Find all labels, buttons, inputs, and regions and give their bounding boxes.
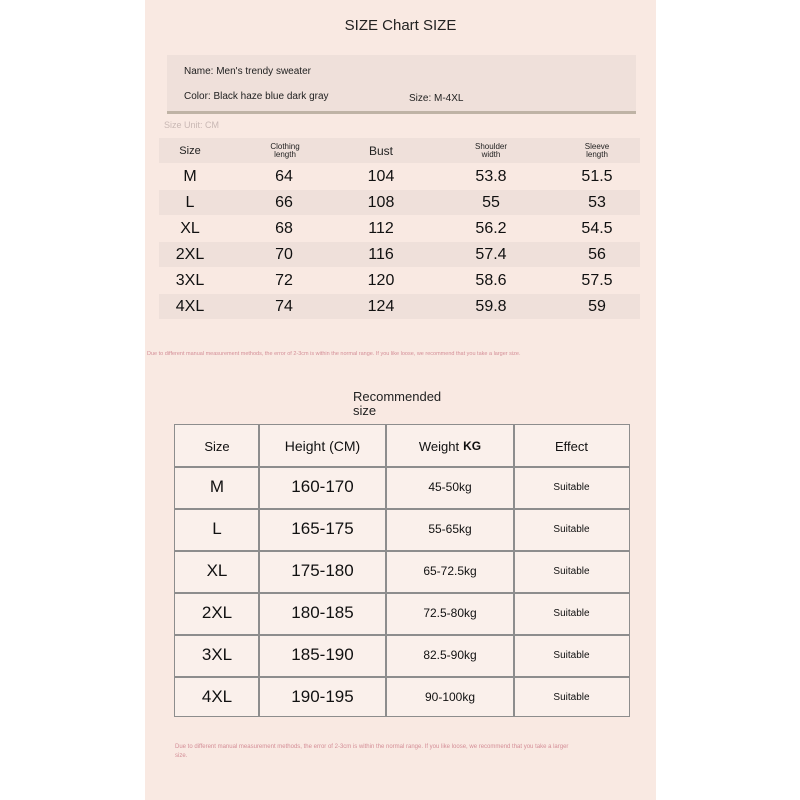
size-table-cell: 53.8 bbox=[475, 167, 507, 185]
rec-header-size: Size bbox=[204, 438, 230, 454]
size-table-cell: 2XL bbox=[175, 245, 205, 263]
header-clothing-length: Clothing length bbox=[270, 141, 300, 159]
size-table-cell: 70 bbox=[275, 245, 293, 263]
size-table-cell: 116 bbox=[368, 245, 394, 263]
header-sleeve-length: Sleeve length bbox=[584, 141, 610, 159]
recommend-table-row bbox=[175, 467, 629, 507]
size-table-cell: 51.5 bbox=[581, 167, 613, 185]
recommend-table-cell: Suitable bbox=[553, 481, 590, 493]
info-divider bbox=[167, 111, 636, 114]
rec-header-effect: Effect bbox=[554, 438, 588, 454]
table-grid-line bbox=[175, 592, 629, 594]
size-table-cell: 59 bbox=[588, 297, 606, 315]
recommend-table-cell: 185-190 bbox=[291, 645, 354, 664]
recommend-table-cell: 72.5-80kg bbox=[423, 606, 477, 620]
size-table-cell: 53 bbox=[588, 193, 606, 211]
table-grid-line bbox=[385, 425, 387, 716]
page-title: SIZE Chart SIZE bbox=[344, 17, 457, 34]
recommend-table-row bbox=[175, 551, 629, 591]
recommend-table-cell: Suitable bbox=[553, 691, 590, 703]
size-table-cell: 4XL bbox=[175, 297, 205, 315]
rec-header-height: Height (CM) bbox=[284, 438, 361, 454]
size-table-cell: 64 bbox=[275, 167, 293, 185]
size-table-cell: 108 bbox=[367, 193, 395, 211]
measurement-note-bottom: Due to different manual measurement methods, the error of 2-3cm is within the normal range. If you like loose, we recommend that you take a larger size. bbox=[175, 744, 569, 759]
recommend-table-cell: 45-50kg bbox=[428, 480, 472, 494]
recommend-table-row bbox=[175, 593, 629, 633]
size-unit: Size Unit: CM bbox=[164, 120, 220, 130]
size-table-cell: 57.5 bbox=[581, 271, 613, 289]
product-name: Name: Men's trendy sweater bbox=[184, 66, 311, 77]
header-shoulder-width: Shoulder width bbox=[474, 141, 508, 159]
recommend-table-cell: Suitable bbox=[553, 649, 590, 661]
recommend-table-cell: 175-180 bbox=[291, 561, 354, 580]
size-table-cell: 120 bbox=[367, 271, 395, 289]
size-table-row bbox=[159, 294, 640, 319]
size-table-cell: 74 bbox=[275, 297, 293, 315]
recommend-table-cell: 55-65kg bbox=[428, 522, 472, 536]
size-table-cell: 3XL bbox=[175, 271, 205, 289]
size-table-cell: 124 bbox=[367, 297, 395, 315]
size-table-cell: 112 bbox=[368, 219, 394, 237]
recommend-table-cell: 65-72.5kg bbox=[423, 564, 477, 578]
rec-header-weight bbox=[386, 425, 514, 467]
recommend-table-row bbox=[175, 677, 629, 717]
size-table-row bbox=[159, 216, 640, 241]
table-grid-line bbox=[175, 676, 629, 678]
recommend-table-cell: 165-175 bbox=[291, 519, 354, 538]
size-table-cell: 66 bbox=[275, 193, 293, 211]
table-grid-line bbox=[175, 466, 629, 468]
recommended-size-table bbox=[174, 424, 630, 717]
table-grid-line bbox=[258, 425, 260, 716]
size-table-cell: 59.8 bbox=[475, 297, 507, 315]
product-info-box bbox=[167, 55, 636, 111]
size-table-row bbox=[159, 190, 640, 215]
size-table-cell: L bbox=[185, 193, 195, 211]
size-table-cell: 58.6 bbox=[475, 271, 507, 289]
recommend-table-header bbox=[175, 425, 629, 467]
recommend-table-cell: 2XL bbox=[201, 603, 233, 622]
table-grid-line bbox=[175, 634, 629, 636]
recommended-size-title: Recommended size bbox=[353, 389, 442, 418]
size-table-row bbox=[159, 164, 640, 189]
size-chart-page bbox=[145, 0, 656, 800]
recommend-table-cell: Suitable bbox=[553, 607, 590, 619]
size-table-cell: XL bbox=[180, 219, 200, 237]
recommend-table-cell: 180-185 bbox=[291, 603, 354, 622]
size-table-cell: 55 bbox=[482, 193, 500, 211]
size-table-cell: 56.2 bbox=[475, 219, 507, 237]
recommend-table-cell: 3XL bbox=[201, 645, 233, 664]
table-grid-line bbox=[513, 425, 515, 716]
table-grid-line bbox=[175, 508, 629, 510]
recommend-table-cell: M bbox=[209, 477, 225, 496]
header-bust: Bust bbox=[368, 143, 393, 158]
size-table-cell: 54.5 bbox=[581, 219, 613, 237]
size-table-row bbox=[159, 242, 640, 267]
recommend-table-cell: Suitable bbox=[553, 565, 590, 577]
size-table-header bbox=[159, 138, 640, 163]
recommend-table-cell: Suitable bbox=[553, 523, 590, 535]
rec-header-weight-unit: KG bbox=[463, 439, 482, 453]
product-color: Color: Black haze blue dark gray bbox=[184, 91, 329, 102]
product-size-range: Size: M-4XL bbox=[409, 93, 464, 104]
recommend-table-cell: 190-195 bbox=[291, 687, 354, 706]
size-table-cell: M bbox=[183, 167, 197, 185]
recommend-table-row bbox=[175, 509, 629, 549]
size-table-cell: 104 bbox=[367, 167, 395, 185]
header-size: Size bbox=[179, 144, 201, 157]
recommend-table-row bbox=[175, 635, 629, 675]
recommend-table-cell: 90-100kg bbox=[424, 690, 476, 704]
recommend-table-cell: 4XL bbox=[201, 687, 233, 706]
recommend-table-cell: L bbox=[212, 519, 222, 538]
recommend-table-cell: 82.5-90kg bbox=[423, 648, 477, 662]
recommend-table-cell: XL bbox=[206, 561, 228, 580]
size-table-row bbox=[159, 268, 640, 293]
size-table-cell: 72 bbox=[275, 271, 293, 289]
rec-header-weight-label: Weight bbox=[418, 438, 460, 454]
recommend-table-cell: 160-170 bbox=[291, 477, 354, 496]
table-grid-line bbox=[175, 550, 629, 552]
size-table-cell: 57.4 bbox=[475, 245, 507, 263]
measurement-note: Due to different manual measurement methods, the error of 2-3cm is within the normal range. If you like loose, we recommend that you take a larger size. bbox=[147, 351, 521, 357]
size-table-cell: 68 bbox=[275, 219, 293, 237]
size-table-cell: 56 bbox=[588, 245, 606, 263]
